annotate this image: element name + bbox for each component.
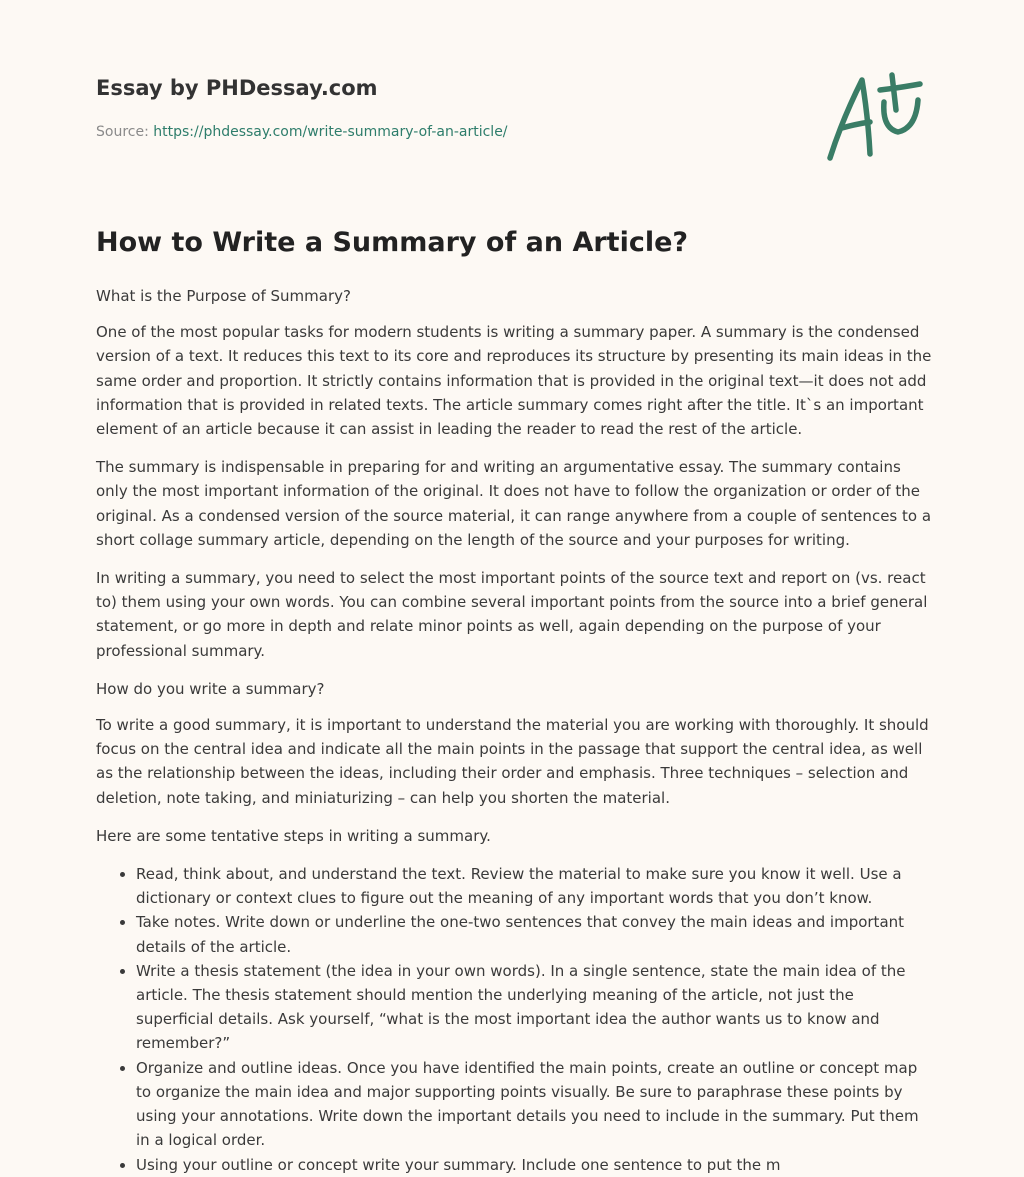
list-item: • Take notes. Write down or underline the one-two sentences that convey the main ideas and important details of the article. (136, 910, 932, 958)
list-item: • Organize and outline ideas. Once you have identified the main points, create an outline or concept map to organize the main idea and major supporting points visually. Be sure to paraphrase these points by using your annotations. Write down the important details you need to include in the summary. Put them in a logical order. (136, 1056, 932, 1153)
source-label: Source: (96, 124, 154, 140)
paragraph: In writing a summary, you need to select the most important points of the source text and report on (vs. react to) them using your own words. You can combine several important points from the source into a brief general statement, or go more in depth and relate minor points as well, again depending on the purpose of your professional summary. (96, 569, 928, 660)
article-title: How to Write a Summary of an Article? (96, 227, 689, 258)
a-plus-grade-icon (826, 70, 926, 164)
article-body (96, 284, 932, 1177)
paragraph: The summary is indispensable in preparing for and writing an argumentative essay. The summary contains only the most important information of the original. It does not have to follow the organization or order of the original. As a condensed version of the source material, it can range anywhere from a couple of sentences to a short collage summary article, depending on the length of the source and your purposes for writing. (96, 458, 932, 549)
section-heading-purpose: What is the Purpose of Summary? (96, 287, 351, 305)
brand-heading: Essay by PHDessay.com (96, 76, 378, 100)
source-line (96, 124, 508, 140)
list-item: • Read, think about, and understand the text. Review the material to make sure you know it well. Use a dictionary or context clues to figure out the meaning of any important words that you don’t know. (136, 862, 932, 910)
paragraph: One of the most popular tasks for modern students is writing a summary paper. A summary is the condensed version of a text. It reduces this text to its core and reproduces its structure by presenting its main ideas in the same order and proportion. It strictly contains information that is provided in the original text—it does not add information that is provided in related texts. The article summary comes right after the title. It`s an important element of an article because it can assist in leading the reader to read the rest of the article. (96, 323, 932, 439)
list-item: • Using your outline or concept write your summary. Include one sentence to put the m (136, 1153, 932, 1177)
paragraph: To write a good summary, it is important to understand the material you are working with thoroughly. It should focus on the central idea and indicate all the main points in the passage that support the central idea, as well as the relationship between the ideas, including their order and emphasis. Three techniques – selection and deletion, note taking, and miniaturizing – can help you shorten the material. (96, 716, 929, 807)
list-item: • Write a thesis statement (the idea in your own words). In a single sentence, state the main idea of the article. The thesis statement should mention the underlying meaning of the article, not just the superficial details. Ask yourself, “what is the most important idea the author wants us to know and remember?” (136, 959, 932, 1056)
source-link[interactable]: https://phdessay.com/write-summary-of-an-article/ (153, 124, 508, 140)
steps-list (96, 862, 932, 1177)
section-heading-how: How do you write a summary? (96, 679, 325, 698)
paragraph: Here are some tentative steps in writing a summary. (96, 826, 491, 845)
